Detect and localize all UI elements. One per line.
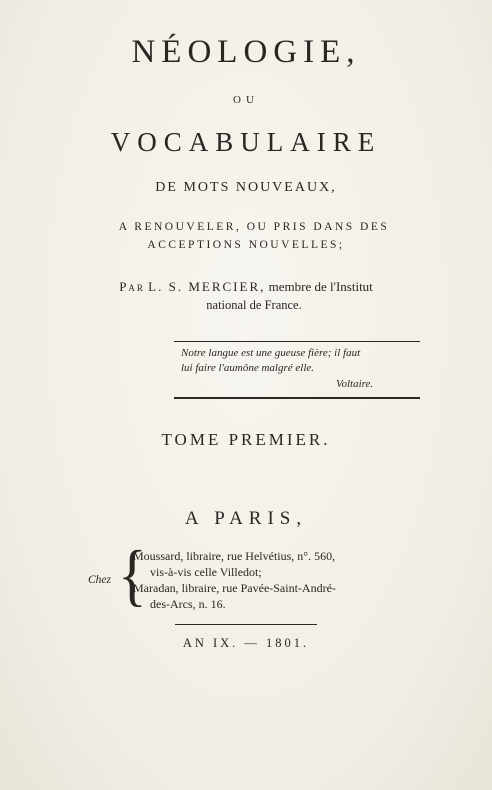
book-title: NÉOLOGIE, bbox=[131, 34, 361, 70]
subtitle-mots-nouveaux: DE MOTS NOUVEAUX, bbox=[155, 180, 337, 195]
conjunction-ou: OU bbox=[233, 94, 259, 106]
author-par: Par bbox=[119, 279, 145, 294]
epigraph-line-1: Notre langue est une gueuse fière; il faut bbox=[181, 347, 361, 359]
volume-label: TOME PREMIER. bbox=[161, 430, 331, 449]
epigraph-bottom-rule bbox=[174, 397, 420, 399]
publisher-line-4: des-Arcs, n. 16. bbox=[150, 597, 226, 611]
epigraph-line-2: lui faire l'aumône malgré elle. bbox=[181, 362, 315, 374]
author-description: membre de l'Institut bbox=[268, 279, 373, 294]
publisher-line-3: Maradan, libraire, rue Pavée-Saint-André- bbox=[133, 581, 336, 595]
publishers-chez: Chez bbox=[88, 574, 111, 586]
subtitle-line-renouveler: A RENOUVELER, OU PRIS DANS DES bbox=[118, 221, 390, 233]
imprint-date: AN IX. — 1801. bbox=[182, 636, 310, 650]
subtitle-line-acceptions: ACCEPTIONS NOUVELLES; bbox=[147, 239, 345, 251]
publisher-line-1: Moussard, libraire, rue Helvétius, n°. 560, bbox=[133, 549, 336, 563]
author-description-cont: national de France. bbox=[206, 298, 302, 312]
author-name: L. S. MERCIER, bbox=[148, 279, 266, 294]
author-line bbox=[0, 279, 492, 295]
subtitle-vocabulaire: VOCABULAIRE bbox=[110, 127, 382, 157]
brace-icon: { bbox=[118, 537, 147, 613]
imprint-rule bbox=[175, 624, 317, 625]
publication-city: A PARIS, bbox=[184, 508, 308, 529]
epigraph-author: Voltaire. bbox=[336, 378, 374, 390]
epigraph-top-rule bbox=[174, 341, 420, 342]
publisher-line-2: vis-à-vis celle Villedot; bbox=[150, 565, 262, 579]
